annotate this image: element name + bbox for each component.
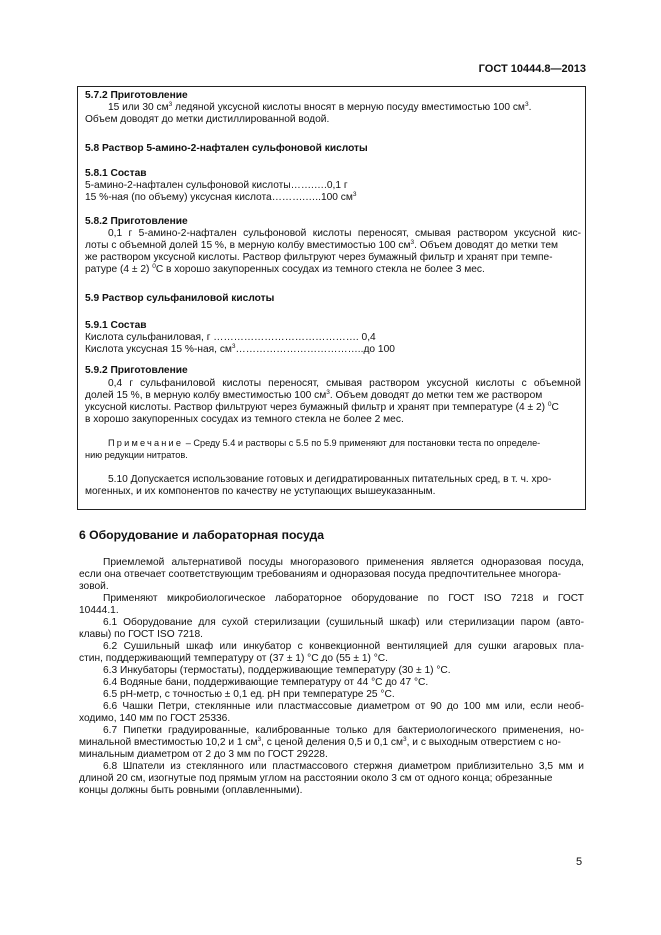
section-5-8-1-title: 5.8.1 Состав bbox=[85, 168, 147, 179]
paragraph-line: минальной вместимостью 10,2 и 1 $см^3$, с ценой деления 0,5 и 0,1 $см^3$, и с выходным отверстием с но- bbox=[79, 736, 561, 748]
paragraph-line: могенных, и их компонентов по качеству не уступающих вышеуказанным. bbox=[85, 486, 436, 497]
note-line: нию редукции нитратов. bbox=[85, 450, 188, 460]
paragraph-line: стин, поддерживающий температуру от (37 ± 1) °С до (55 ± 1) °С. bbox=[79, 653, 388, 664]
paragraph-line: 10444.1. bbox=[79, 605, 119, 616]
list-item-6-2: 6.2 Сушильный шкаф или инкубатор с конвекционной вентиляцией для сушки агаровых пла- bbox=[103, 641, 584, 652]
paragraph-line: длиной 20 см, изогнутые под прямым углом на расстоянии около 3 см от одного конца; обрезанные bbox=[79, 773, 553, 784]
paragraph-line: 15 или 30 $см^3$ ледяной уксусной кислоты вносят в мерную посуду вместимостью 100 $см^3$. bbox=[108, 101, 532, 113]
composition-line: 15 %-ная (по объему) уксусная кислота……….…..100 $см^3$ bbox=[85, 191, 357, 203]
list-item-6-7: 6.7 Пипетки градуированные, калиброванные только для бактериологического применения, но- bbox=[103, 725, 584, 736]
paragraph-line: зовой. bbox=[79, 581, 109, 592]
section-5-8-title: 5.8 Раствор 5-амино-2-нафтален сульфоновой кислоты bbox=[85, 143, 368, 154]
list-item-6-3: 6.3 Инкубаторы (термостаты), поддерживающие температуру (30 ± 1) °С. bbox=[103, 665, 451, 676]
section-5-7-2-title: 5.7.2 Приготовление bbox=[85, 90, 188, 101]
note-label: Примечание bbox=[108, 438, 184, 448]
paragraph-line: ходимо, 140 мм по ГОСТ 25336. bbox=[79, 713, 231, 724]
paragraph-line: лоты с объемной долей 15 %, в мерную колбу вместимостью 100 $см^3$. Объем доводят до метки тем bbox=[85, 239, 558, 251]
list-item-6-4: 6.4 Водяные бани, поддерживающие температуру от 44 °С до 47 °С. bbox=[103, 677, 429, 688]
paragraph-line: уксусной кислоты. Раствор фильтруют через бумажный фильтр и хранят при температуре (4 ± 2) $^0$С bbox=[85, 401, 559, 413]
standard-designation: ГОСТ 10444.8—2013 bbox=[478, 63, 586, 75]
paragraph-line: если она отвечает соответствующим требованиям и одноразовая посуда предпочтительнее многора- bbox=[79, 569, 562, 580]
list-item-6-8: 6.8 Шпатели из стеклянного или пластмассового стержня диаметром приблизительно 3,5 мм и bbox=[103, 761, 584, 772]
paragraph-line: же раствором уксусной кислоты. Раствор фильтруют через бумажный фильтр и хранят при темпе- bbox=[85, 252, 553, 263]
paragraph-line: в хорошо закупоренных сосудах из темного стекла не более 2 мес. bbox=[85, 414, 404, 425]
section-5-8-2-title: 5.8.2 Приготовление bbox=[85, 216, 188, 227]
paragraph-line: Применяют микробиологическое лабораторное оборудование по ГОСТ ISO 7218 и ГОСТ bbox=[103, 593, 584, 604]
paragraph-line: ратуре (4 ± 2) $^0$С в хорошо закупоренных сосудах из темного стекла не более 3 мес. bbox=[85, 263, 485, 275]
paragraph-line: 0,1 г 5-амино-2-нафтален сульфоновой кислоты переносят, смывая раствором уксусной кис- bbox=[108, 228, 581, 239]
paragraph-line: Приемлемой альтернативой посуды многоразового применения является одноразовая посуда, bbox=[103, 557, 584, 568]
paragraph-line: концы должны быть ровными (оплавленными). bbox=[79, 785, 303, 796]
paragraph-line: 5.10 Допускается использование готовых и дегидратированных питательных сред, в т. ч. хро- bbox=[108, 474, 552, 485]
section-5-9-title: 5.9 Раствор сульфаниловой кислоты bbox=[85, 293, 275, 304]
composition-line: Кислота сульфаниловая, г ……………………………………. 0,4 bbox=[85, 332, 376, 343]
section-5-9-1-title: 5.9.1 Состав bbox=[85, 320, 147, 331]
paragraph-line: 0,4 г сульфаниловой кислоты переносят, смывая раствором уксусной кислоты с объемной bbox=[108, 378, 581, 389]
list-item-6-6: 6.6 Чашки Петри, стеклянные или пластмассовые диаметром от 90 до 100 мм или, если необ- bbox=[103, 701, 584, 712]
paragraph-line: минальным диаметром от 2 до 3 мм по ГОСТ 29228. bbox=[79, 749, 328, 760]
page-number: 5 bbox=[576, 856, 583, 868]
composition-line: Кислота уксусная 15 %-ная, $см^3\dots\dots\dots\dots\dots\dots\dots\dots\dots\dots\dots\dots..до$ 100 bbox=[85, 343, 395, 355]
list-item-6-5: 6.5 рН-метр, с точностью ± 0,1 ед. рН при температуре 25 °С. bbox=[103, 689, 395, 700]
list-item-6-1: 6.1 Оборудование для сухой стерилизации (сушильный шкаф) или стерилизации паром (авто- bbox=[103, 617, 584, 628]
note-line: Примечание – Среду 5.4 и растворы с 5.5 по 5.9 применяют для постановки теста по определе- bbox=[108, 438, 541, 448]
section-5-9-2-title: 5.9.2 Приготовление bbox=[85, 365, 188, 376]
section-6-heading: 6 Оборудование и лабораторная посуда bbox=[79, 528, 325, 542]
composition-line: 5-амино-2-нафтален сульфоновой кислоты…….….0,1 г bbox=[85, 180, 348, 191]
paragraph-line: долей 15 %, в мерную колбу вместимостью 100 $см^3$. Объем доводят до метки тем же раствором bbox=[85, 389, 543, 401]
paragraph-line: клавы) по ГОСТ ISO 7218. bbox=[79, 629, 203, 640]
paragraph-line: Объем доводят до метки дистиллированной водой. bbox=[85, 114, 330, 125]
